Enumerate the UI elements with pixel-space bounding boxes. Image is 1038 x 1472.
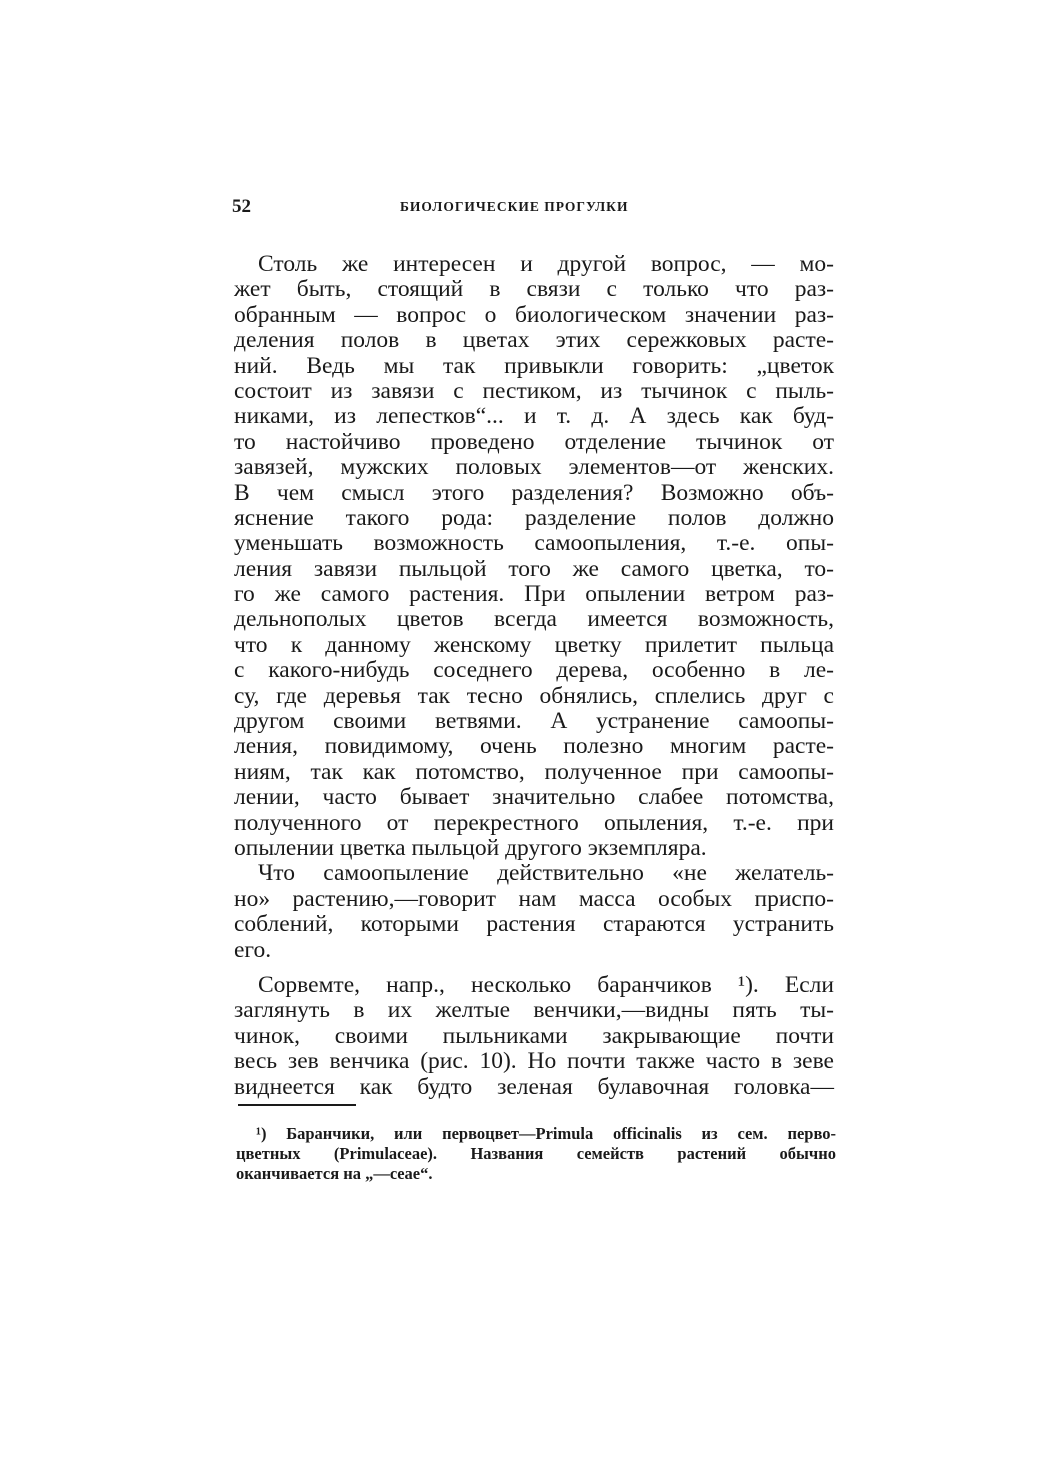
text-line: с какого-нибудь соседнего дерева, особенно в ле- — [234, 657, 834, 684]
text-line: ний. Ведь мы так привыкли говорить: „цветок — [234, 352, 834, 379]
text-line: состоит из завязи с пестиком, из тычинок с пыль- — [234, 377, 834, 404]
text-line: но» растению,—говорит нам масса особых приспо- — [234, 885, 834, 912]
text-line: заглянуть в их желтые венчики,—видны пять ты- — [234, 997, 834, 1024]
text-line: соблений, которыми растения стараются устранить — [234, 911, 834, 938]
text-line: что к данному женскому цветку прилетит пыльца — [234, 631, 834, 658]
text-line: лении, часто бывает значительно слабее потомства, — [234, 784, 834, 811]
text-line: В чем смысл этого разделения? Возможно объ- — [234, 479, 834, 506]
text-line: су, где деревья так тесно обнялись, сплелись друг с — [234, 682, 834, 709]
text-line: его. — [234, 936, 272, 963]
text-line: чинок, своими пыльниками закрывающие почти — [234, 1022, 834, 1049]
text-line: никами, из лепестков“... и т. д. А здесь как буд- — [234, 403, 834, 430]
text-line: деления полов в цветах этих сережковых расте- — [234, 327, 834, 354]
footnote-line: ¹) Баранчики, или первоцвет—Primula officinalis из сем. перво- — [256, 1124, 836, 1143]
running-head — [232, 196, 836, 218]
text-line: Столь же интересен и другой вопрос, — мо- — [258, 251, 834, 277]
text-line: полученного от перекрестного опыления, т.-е. при — [234, 809, 834, 836]
footnote-divider — [238, 1104, 356, 1106]
text-line: ления, повидимому, очень полезно многим расте- — [234, 733, 834, 760]
text-line: опылении цветка пыльцой другого экземпляра. — [234, 834, 707, 861]
text-line: жет быть, стоящий в связи с только что раз- — [234, 276, 834, 303]
text-line: Сорвемте, напр., несколько баранчиков ¹). Если — [258, 971, 834, 998]
text-line: то настойчиво проведено отделение тычинок от — [234, 428, 834, 455]
footnote-line: оканчивается на „—ceae“. — [236, 1164, 433, 1183]
text-line: ления завязи пыльцой того же самого цветка, то- — [234, 555, 834, 582]
text-line: весь зев венчика (рис. 10). Но почти также часто в зеве — [234, 1048, 834, 1075]
text-line: го же самого растения. При опылении ветром раз- — [234, 581, 834, 608]
text-line: обранным — вопрос о биологическом значении раз- — [234, 301, 834, 328]
text-line: завязей, мужских половых элементов—от женских. — [234, 454, 834, 481]
footnote — [236, 1124, 836, 1184]
footnote-line: цветных (Primulaceae). Названия семейств растений обычно — [236, 1144, 836, 1163]
text-line: яснение такого рода: разделение полов должно — [234, 504, 834, 531]
text-line: уменьшать возможность самоопыления, т.-е. опы- — [234, 530, 834, 557]
text-line: ниям, так как потомство, полученное при самоопы- — [234, 758, 834, 785]
text-line: виднеется как будто зеленая булавочная головка— — [234, 1073, 834, 1100]
running-title: БИОЛОГИЧЕСКИЕ ПРОГУЛКИ — [400, 199, 629, 214]
text-line: дельнополых цветов всегда имеется возможность, — [234, 606, 834, 633]
page-number: 52 — [232, 196, 251, 217]
text-line: Что самоопыление действительно «не желатель- — [258, 860, 834, 887]
body-text — [234, 252, 834, 1100]
text-line: другом своими ветвями. А устранение самоопы- — [234, 708, 834, 735]
